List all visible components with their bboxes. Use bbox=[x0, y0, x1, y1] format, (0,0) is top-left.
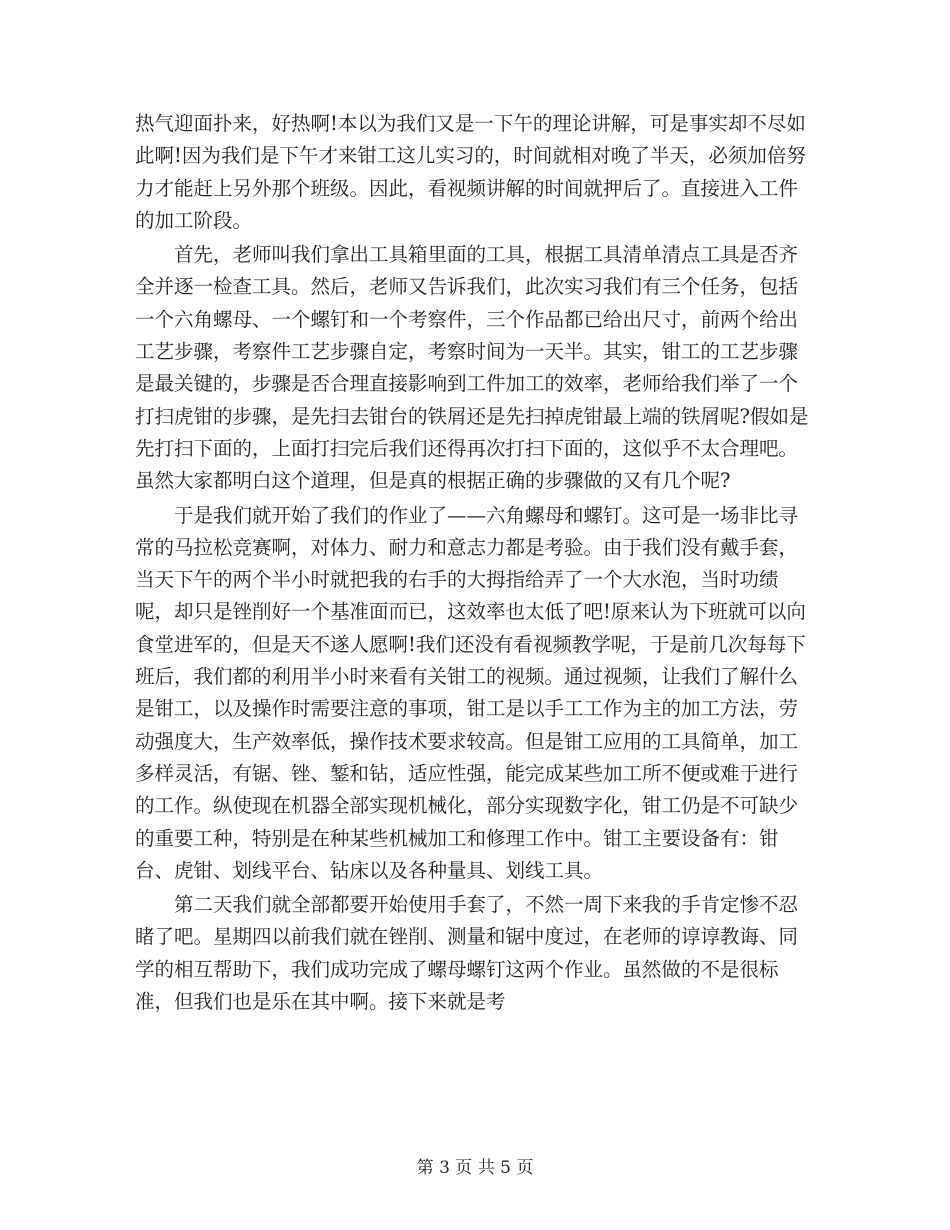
paragraph-1: 热气迎面扑来，好热啊!本以为我们又是一下午的理论讲解，可是事实却不尽如此啊!因为我们是下午才来钳工这儿实习的，时间就相对晚了半天，必须加倍努力才能赶上另外那个班级。因此，看视频讲解的时间就押后了。直接进入工件的加工阶段。 bbox=[135, 112, 806, 232]
paragraph-4: 第二天我们就全部都要开始使用手套了，不然一周下来我的手肯定惨不忍睹了吧。星期四以前我们就在锉削、测量和锯中度过，在老师的谆谆教诲、同学的相互帮助下，我们成功完成了螺母螺钉这两个作业。虽然做的不是很标准，但我们也是乐在其中啊。接下来就是考 bbox=[135, 893, 799, 1014]
page-number-footer: 第 3 页 共 5 页 bbox=[416, 1158, 534, 1178]
paragraph-3: 于是我们就开始了我们的作业了——六角螺母和螺钉。这可是一场非比寻常的马拉松竞赛啊，对体力、耐力和意志力都是考验。由于我们没有戴手套，当天下午的两个半小时就把我的右手的大拇指给弄了一个大水泡，当时功绩呢，却只是锉削好一个基准面而已，这效率也太低了吧!原来认为下班就可以向食堂进军的，但是天不遂人愿啊!我们还没有看视频教学呢，于是前几次每每下班后，我们都的利用半小时来看有关钳工的视频。通过视频，让我们了解什么是钳工，以及操作时需要注意的事项，钳工是以手工工作为主的加工方法，劳动强度大，生产效率低，操作技术要求较高。但是钳工应用的工具简单，加工多样灵活，有锯、锉、錾和钻，适应性强，能完成某些加工所不便或难于进行的工作。纵使现在机器全部实现机械化，部分实现数字化，钳工仍是不可缺少的重要工种，特别是在种某些机械加工和修理工作中。钳工主要设备有：钳台、虎钳、划线平台、钻床以及各种量具、划线工具。 bbox=[135, 503, 806, 882]
paragraph-2: 首先，老师叫我们拿出工具箱里面的工具，根据工具清单清点工具是否齐全并逐一检查工具。然后，老师又告诉我们，此次实习我们有三个任务，包括一个六角螺母、一个螺钉和一个考察件，三个作品都已给出尺寸，前两个给出工艺步骤，考察件工艺步骤自定，考察时间为一天半。其实，钳工的工艺步骤是最关键的，步骤是否合理直接影响到工件加工的效率，老师给我们举了一个打扫虎钳的步骤，是先扫去钳台的铁屑还是先扫掉虎钳最上端的铁屑呢?假如是先打扫下面的，上面打扫完后我们还得再次打扫下面的，这似乎不太合理吧。虽然大家都明白这个道理，但是真的根据正确的步骤做的又有几个呢? bbox=[135, 243, 809, 493]
document-body bbox=[135, 108, 815, 1018]
